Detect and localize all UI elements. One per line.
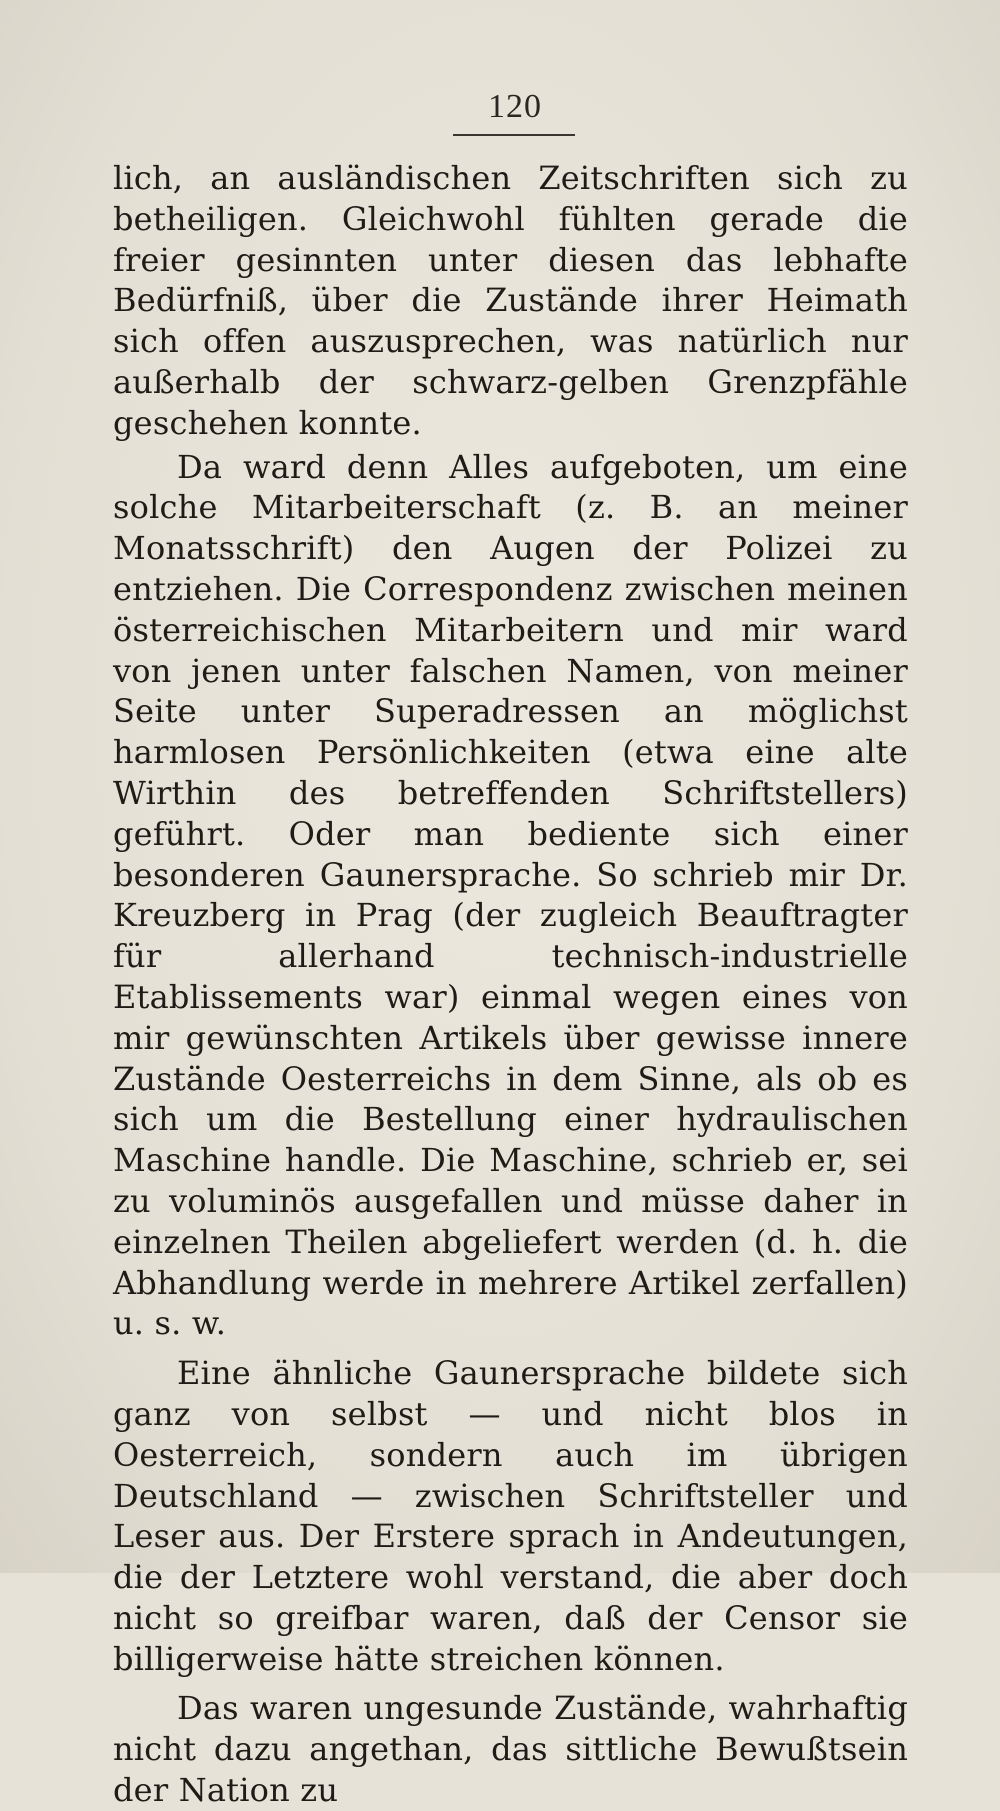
page-number: 120 xyxy=(488,88,542,125)
paragraph-4: Das waren ungesunde Zustände, wahrhaftig nicht dazu angethan, das sittliche Bewußtsein der Nation zu xyxy=(113,1689,908,1810)
header-rule xyxy=(453,134,575,136)
paragraph-3: Eine ähnliche Gaunersprache bildete sich ganz von selbst — und nicht blos in Oesterreich, sondern auch im übrigen Deutschland — zwischen Schriftsteller und Leser aus. Der Erstere sprach in Andeutungen, die der Letztere wohl verstand, die aber doch nicht so greifbar waren, daß der Censor sie billigerweise hätte streichen können. xyxy=(113,1354,908,1678)
paragraph-2: Da ward denn Alles aufgeboten, um eine solche Mitarbeiterschaft (z. B. an meiner Monatsschrift) den Augen der Polizei zu entziehen. Die Correspondenz zwischen meinen österreichischen Mitarbeitern und mir ward von jenen unter falschen Namen, von meiner Seite unter Superadressen an möglichst harmlosen Persönlichkeiten (etwa eine alte Wirthin des betreffenden Schriftstellers) geführt. Oder man bediente sich einer besonderen Gaunersprache. So schrieb mir Dr. Kreuzberg in Prag (der zugleich Beauftragter für allerhand technisch-industrielle Etablissements war) einmal wegen eines von mir gewünschten Artikels über gewisse innere Zustände Oesterreichs in dem Sinne, als ob es sich um die Bestellung einer hydraulischen Maschine handle. Die Maschine, schrieb er, sei zu voluminös ausgefallen und müsse daher in einzelnen Theilen abgeliefert werden (d. h. die Abhandlung werde in mehrere Artikel zerfallen) u. s. w. xyxy=(113,447,908,1343)
body-text xyxy=(113,158,908,1811)
paragraph-1: lich, an ausländischen Zeitschriften sich zu betheiligen. Gleichwohl fühlten gerade die freier gesinnten unter diesen das lebhafte Bedürfniß, über die Zustände ihrer Heimath sich offen auszusprechen, was natürlich nur außerhalb der schwarz-gelben Grenzpfähle geschehen konnte. xyxy=(113,159,908,442)
